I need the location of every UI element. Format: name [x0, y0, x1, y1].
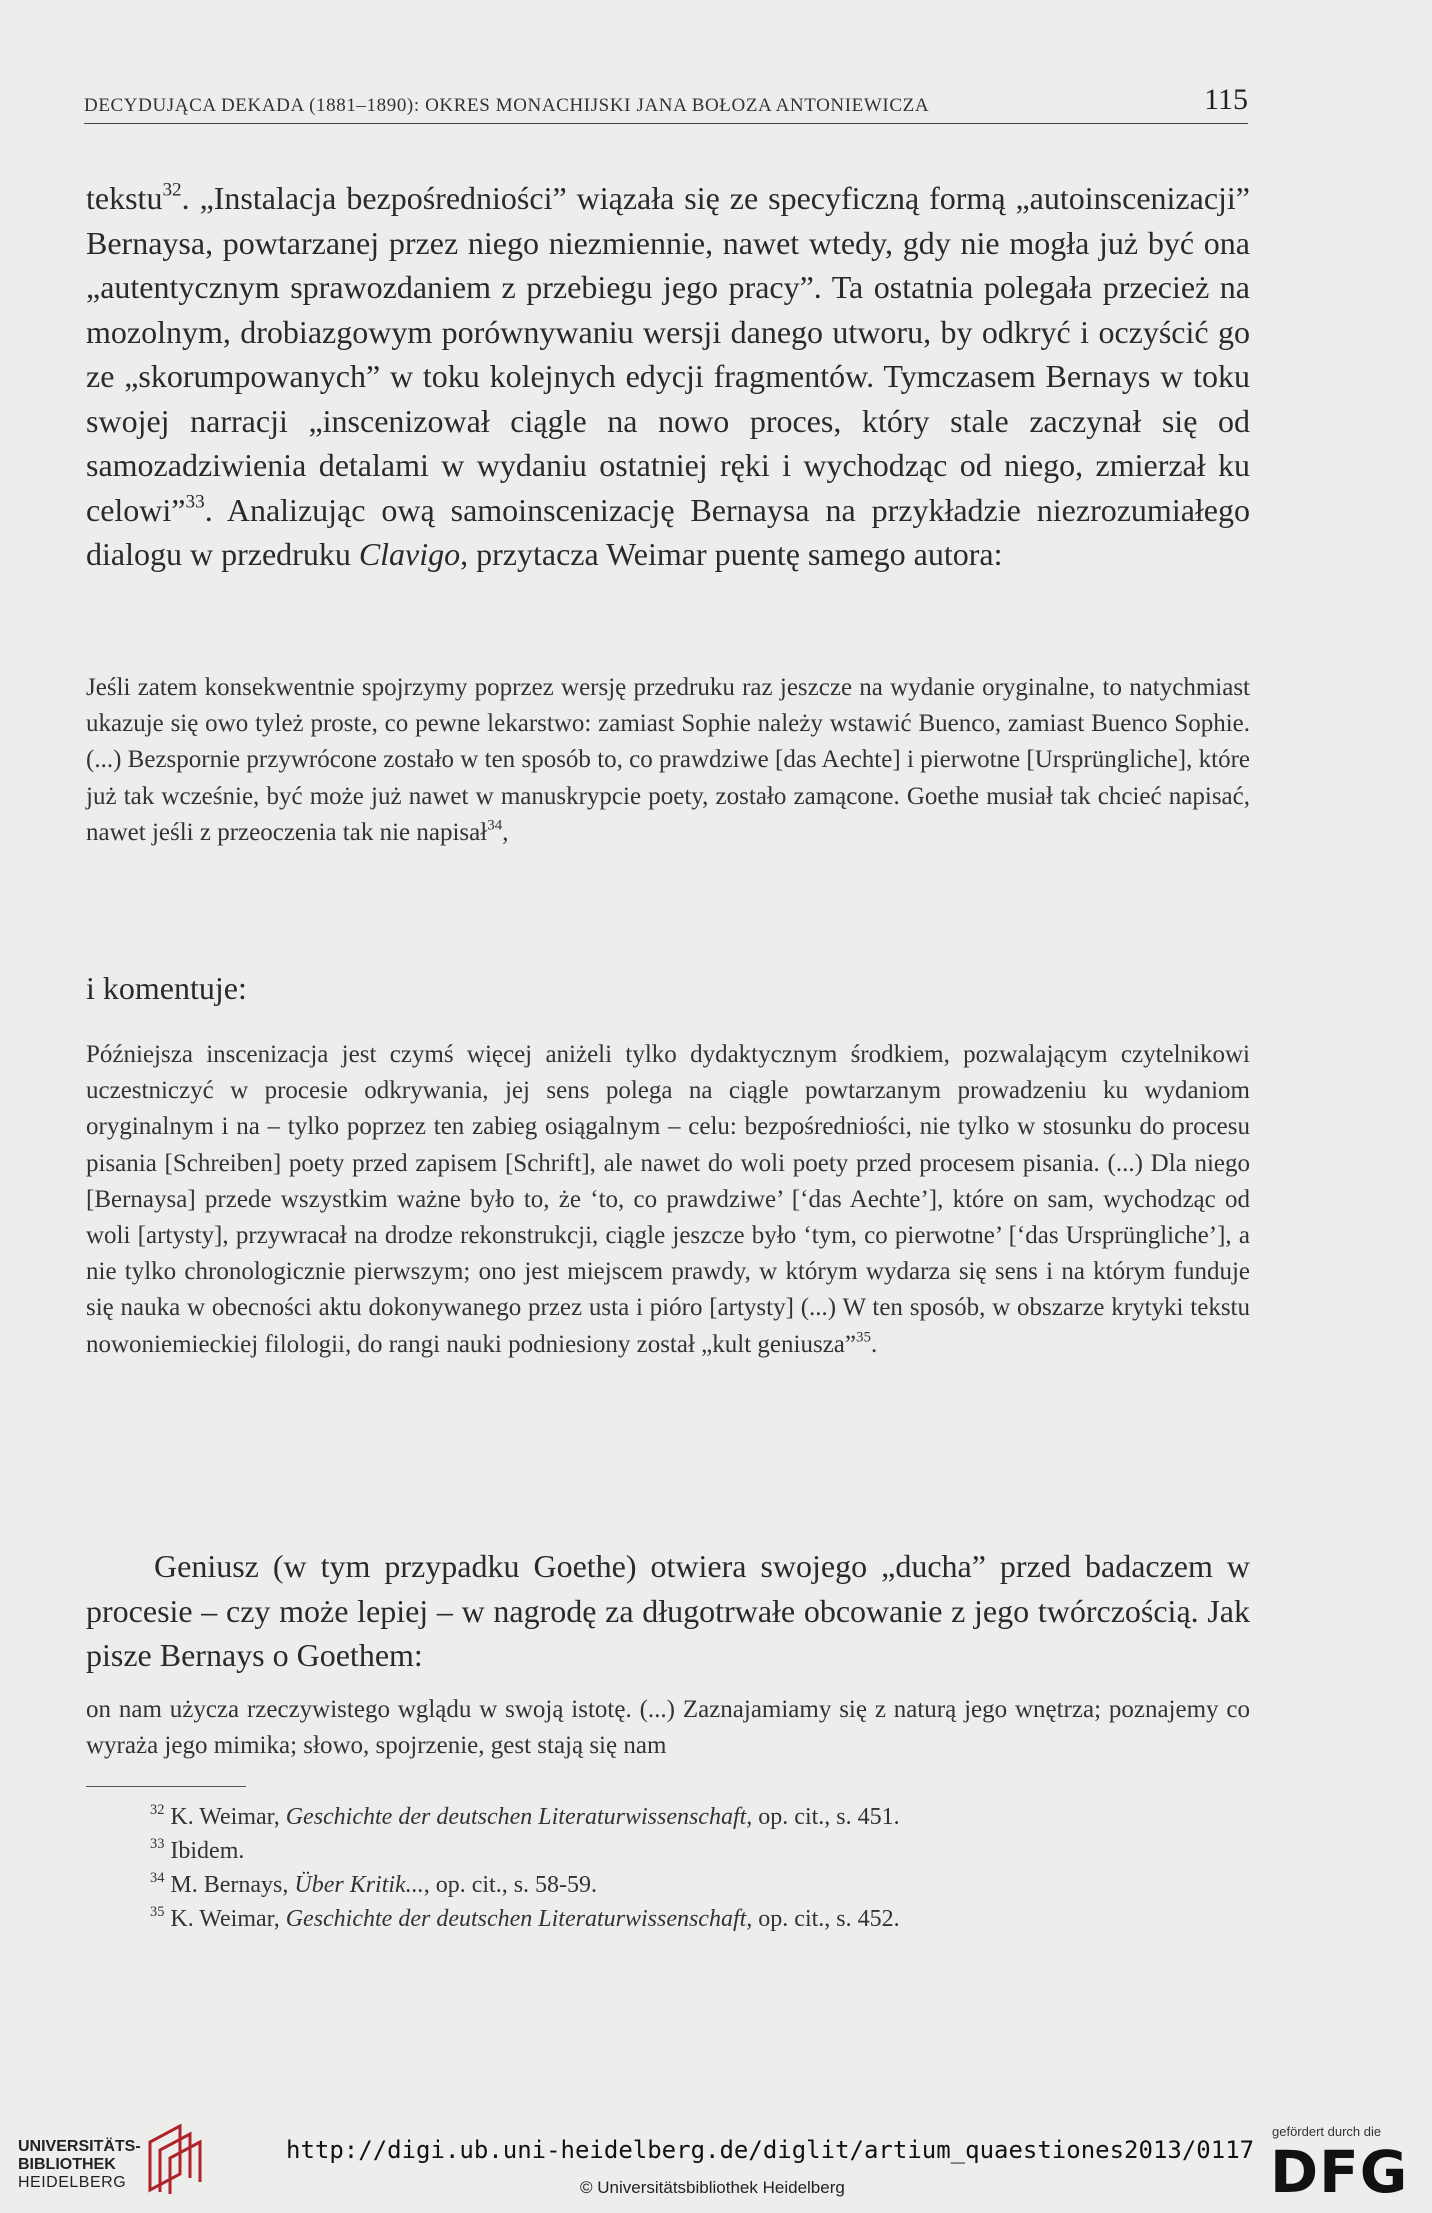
- footnote-35: $^{35}$ K. Weimar, Geschichte der deutschen Literaturwissenschaft, op. cit., s. 452.: [150, 1903, 900, 1932]
- library-emblem-icon: [140, 2120, 210, 2196]
- footnote-ref-35[interactable]: 35: [855, 1329, 871, 1346]
- footnote-ref-32[interactable]: 32: [162, 179, 182, 201]
- block-quote-1: Jeśli zatem konsekwentnie spojrzymy poprzez wersję przedruku raz jeszcze na wydanie oryginalne, to natychmiast ukazuje się owo tyleż proste, co pewne lekarstwo: zamiast Sophie należy wstawić Buenco, zamiast Buenco Sophie. (...) Bezspornie przywrócone zostało w ten sposób to, co prawdziwe [das Aechte] i pierwotne [Ursprüngliche], które już tak wcześnie, być może już nawet w manuskrypcie poety, zostało zamącone. Goethe musiał tak chcieć napisać, nawet jeśli z przeoczenia tak nie napisał$^{34}$,: [86, 674, 1250, 846]
- block-quote-3: on nam użycza rzeczywistego wglądu w swoją istotę. (...) Zaznajamiamy się z naturą jego wnętrza; poznajemy co wyraża jego mimika; słowo, spojrzenie, gest stają się nam: [86, 1696, 1250, 1760]
- funding-caption: gefördert durch die: [1272, 2124, 1382, 2139]
- work-title: Clavigo: [358, 536, 461, 572]
- running-title: DECYDUJĄCA DEKADA (1881–1890): OKRES MONACHIJSKI JANA BOŁOZA ANTONIEWICZA: [84, 95, 930, 116]
- dfg-logo[interactable]: DFG: [1270, 2138, 1409, 2206]
- footnote-32: $^{32}$ K. Weimar, Geschichte der deutschen Literaturwissenschaft, op. cit., s. 451.: [150, 1801, 900, 1830]
- running-head: [84, 78, 1248, 124]
- footnote-34: $^{34}$ M. Bernays, Über Kritik..., op. cit., s. 58-59.: [150, 1869, 598, 1898]
- paragraph-3: Geniusz (w tym przypadku Goethe) otwiera swojego „ducha” przed badaczem w procesie – czy może lepiej – w nagrodę za długotrwałe obcowanie z jego twórczością. Jak pisze Bernays o Goethem:: [86, 1548, 1250, 1673]
- library-logo[interactable]: UNIVERSITÄTS- BIBLIOTHEK HEIDELBERG: [18, 2138, 141, 2191]
- footnotes: [150, 1800, 1250, 1936]
- paragraph-2: i komentuje:: [86, 970, 247, 1006]
- document-url-link[interactable]: http://digi.ub.uni-heidelberg.de/diglit/artium_quaestiones2013/0117: [286, 2136, 1255, 2164]
- footnote-33: $^{33}$ Ibidem.: [150, 1835, 245, 1864]
- footnote-divider: [86, 1786, 246, 1787]
- page-number: 115: [1204, 83, 1248, 116]
- paragraph-1: tekstu$^{32}$. „Instalacja bezpośredniości” wiązała się ze specyficzną formą „autoinscenizacji” Bernaysa, powtarzanej przez niego niezmiennie, nawet wtedy, gdy nie mogła już być ona „autentycznym sprawozdaniem z przebiegu jego pracy”. Ta ostatnia polegała przecież na mozolnym, drobiazgowym porównywaniu wersji danego utworu, by odkryć i oczyścić go ze „skorumpowanych” w toku kolejnych edycji fragmentów. Tymczasem Bernays w toku swojej narracji „inscenizował ciągle na nowo proces, który stale zaczynał się od samozadziwienia detalami w wydaniu ostatniej ręki i wychodząc od niego, zmierzał ku celowi”$^{33}$. Analizując ową samoinscenizację Bernaysa na przykładzie niezrozumiałego dialogu w przedruku Clavigo, przytacza Weimar puentę samego autora:: [86, 179, 1250, 572]
- block-quote-2: Późniejsza inscenizacja jest czymś więcej aniżeli tylko dydaktycznym środkiem, pozwalającym czytelnikowi uczestniczyć w procesie odkrywania, jej sens polega na ciągle powtarzanym prowadzeniu ku wydaniom oryginalnym i na – tylko poprzez ten zabieg osiągalnym – celu: bezpośredniości, nie tylko w stosunku do procesu pisania [Schreiben] poety przed zapisem [Schrift], ale nawet do woli poety przed procesem pisania. (...) Dla niego [Bernaysa] przede wszystkim ważne było to, że ‘to, co prawdziwe’ [‘das Aechte’], które on sam, wychodząc od woli [artysty], przywracał na drodze rekonstrukcji, ciągle jeszcze było ‘tym, co pierwotne’ [‘das Ursprüngliche’], a nie tylko chronologicznie pierwszym; ono jest miejscem prawdy, w którym wydarza się sens i na którym funduje się nauka w obecności aktu dokonywanego przez usta i pióro [artysty] (...) W ten sposób, w obszarze krytyki tekstu nowoniemieckiej filologii, do rangi nauki podniesiony został „kult geniusza”$^{35}$.: [86, 1041, 1250, 1358]
- copyright-notice: © Universitätsbibliothek Heidelberg: [580, 2178, 845, 2197]
- footnote-ref-33[interactable]: 33: [185, 491, 205, 513]
- footnote-ref-34[interactable]: 34: [487, 817, 503, 834]
